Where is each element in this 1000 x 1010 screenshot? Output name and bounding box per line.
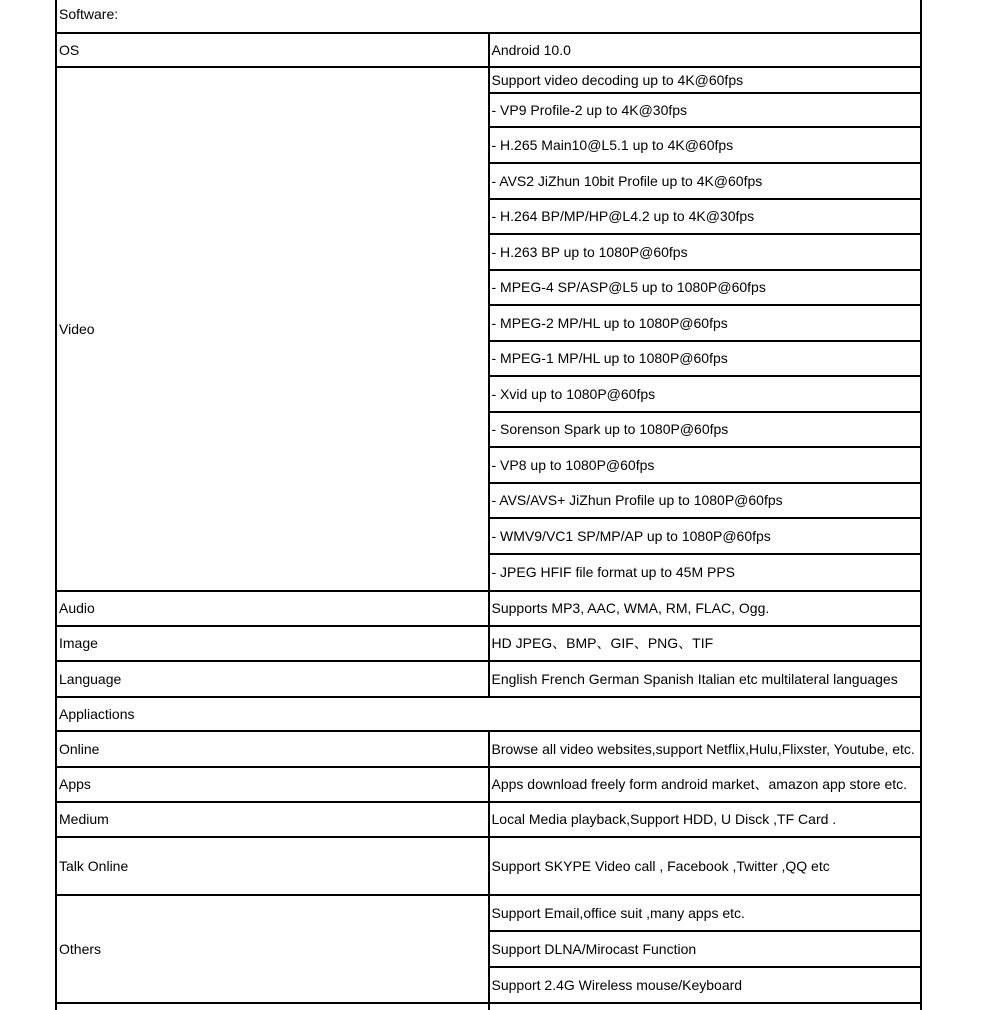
- talk-online-value: Support SKYPE Video call , Facebook ,Twitter ,QQ etc: [489, 837, 922, 895]
- image-value: HD JPEG、BMP、GIF、PNG、TIF: [489, 626, 922, 661]
- os-value: Android 10.0: [489, 33, 922, 67]
- video-item: - MPEG-2 MP/HL up to 1080P@60fps: [489, 305, 922, 341]
- table-row: [56, 0, 921, 33]
- next-row-label-cell: [56, 1003, 489, 1010]
- online-value: Browse all video websites,support Netflix,Hulu,Flixster, Youtube, etc.: [489, 731, 922, 767]
- language-value: English French German Spanish Italian etc multilateral languages: [489, 661, 922, 697]
- video-item: - H.263 BP up to 1080P@60fps: [489, 234, 922, 270]
- os-label: OS: [56, 33, 489, 67]
- table-row: [56, 661, 921, 697]
- video-item: - VP9 Profile-2 up to 4K@30fps: [489, 93, 922, 127]
- table-row: [56, 67, 921, 93]
- audio-label: Audio: [56, 591, 489, 626]
- video-item: Support video decoding up to 4K@60fps: [489, 67, 922, 93]
- video-item: - AVS2 JiZhun 10bit Profile up to 4K@60fps: [489, 163, 922, 199]
- video-item: - WMV9/VC1 SP/MP/AP up to 1080P@60fps: [489, 518, 922, 554]
- audio-value: Supports MP3, AAC, WMA, RM, FLAC, Ogg.: [489, 591, 922, 626]
- online-label: Online: [56, 731, 489, 767]
- table-row: [56, 837, 921, 895]
- video-item: - Sorenson Spark up to 1080P@60fps: [489, 412, 922, 447]
- medium-value: Local Media playback,Support HDD, U Disck ,TF Card .: [489, 802, 922, 837]
- language-label: Language: [56, 661, 489, 697]
- video-label: Video: [56, 67, 489, 591]
- section-software-heading: Software:: [56, 0, 921, 33]
- section-applications-heading: Appliactions: [56, 697, 921, 731]
- table-row: [56, 802, 921, 837]
- others-item: Support 2.4G Wireless mouse/Keyboard: [489, 967, 922, 1003]
- table-row: [56, 895, 921, 931]
- apps-value: Apps download freely form android market、amazon app store etc.: [489, 767, 922, 802]
- table-row: [56, 1003, 921, 1010]
- others-item: Support DLNA/Mirocast Function: [489, 931, 922, 967]
- others-label: Others: [56, 895, 489, 1003]
- medium-label: Medium: [56, 802, 489, 837]
- video-item: - Xvid up to 1080P@60fps: [489, 376, 922, 412]
- table-row: [56, 626, 921, 661]
- video-item: - MPEG-4 SP/ASP@L5 up to 1080P@60fps: [489, 270, 922, 305]
- others-item: Support Email,office suit ,many apps etc.: [489, 895, 922, 931]
- video-item: - H.265 Main10@L5.1 up to 4K@60fps: [489, 127, 922, 163]
- table-row: [56, 731, 921, 767]
- spec-table: [55, 0, 922, 1010]
- talk-online-label: Talk Online: [56, 837, 489, 895]
- video-item: - VP8 up to 1080P@60fps: [489, 447, 922, 483]
- video-item: - JPEG HFIF file format up to 45M PPS: [489, 554, 922, 591]
- video-item: - AVS/AVS+ JiZhun Profile up to 1080P@60fps: [489, 483, 922, 518]
- table-row: [56, 697, 921, 731]
- table-row: [56, 767, 921, 802]
- table-row: [56, 33, 921, 67]
- next-row-value-cell: [489, 1003, 922, 1010]
- apps-label: Apps: [56, 767, 489, 802]
- video-item: - MPEG-1 MP/HL up to 1080P@60fps: [489, 341, 922, 376]
- image-label: Image: [56, 626, 489, 661]
- video-item: - H.264 BP/MP/HP@L4.2 up to 4K@30fps: [489, 199, 922, 234]
- table-row: [56, 591, 921, 626]
